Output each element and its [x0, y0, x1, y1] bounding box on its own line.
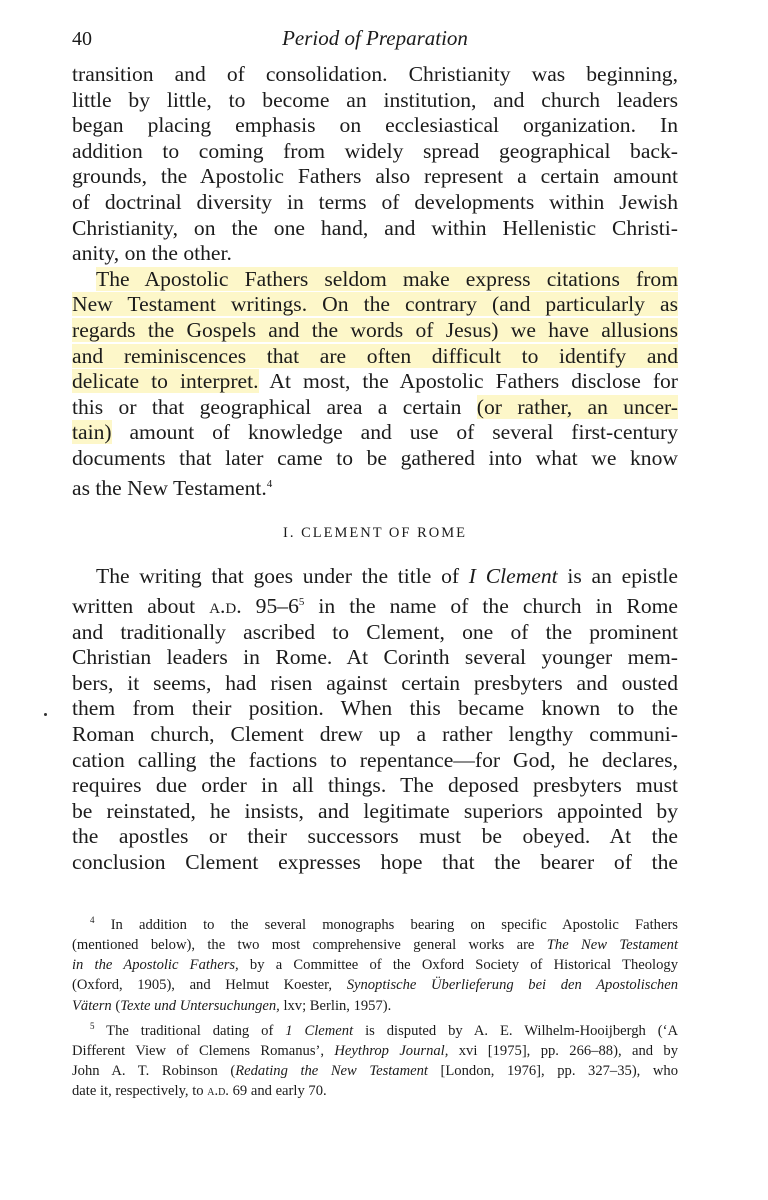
- text-line: the apostles or their successors must be obeyed. At the: [72, 824, 678, 849]
- text-line: conclusion Clement expresses hope that the bearer of the: [72, 850, 678, 874]
- journal-title: Heythrop Journal,: [334, 1042, 449, 1059]
- text-line: anity, on the other.: [72, 241, 232, 266]
- book-title: The New Testament: [546, 937, 678, 954]
- text-line: requires due order in all things. The deposed presbyters must: [72, 773, 678, 798]
- footnote-line: [72, 1061, 678, 1081]
- footnote-4: [72, 910, 678, 1016]
- text-line: grounds, the Apostolic Fathers also represent a certain amount: [72, 164, 678, 189]
- text-line: Christian leaders in Rome. At Corinth several younger mem-: [72, 645, 678, 670]
- text-span: written about: [72, 594, 210, 619]
- era-abbr: a.d.: [207, 1083, 229, 1100]
- book-title: Vätern: [72, 997, 112, 1014]
- text-line: [72, 590, 678, 620]
- text-span: 95–6: [241, 594, 299, 619]
- text-span: by a Committee of the Oxford Society of Historical Theology: [238, 957, 678, 974]
- text-span: amount of knowledge and use of several first-century: [111, 420, 678, 445]
- text-span: The writing that goes under the title of: [96, 564, 469, 589]
- footnotes: [72, 910, 678, 1102]
- margin-speck: [44, 713, 47, 716]
- text-line: be reinstated, he insists, and legitimate superiors appointed by: [72, 798, 678, 823]
- text-span: (Oxford, 1905), and Helmut Koester,: [72, 977, 347, 994]
- text-line: [72, 395, 678, 421]
- highlighted-text: and reminiscences that are often difficult to identify and: [72, 343, 678, 368]
- text-line: [72, 564, 678, 590]
- text-span: At most, the Apostolic Fathers disclose for: [258, 369, 678, 394]
- text-span: lxv; Berlin, 1957).: [279, 997, 392, 1014]
- text-line: bers, it seems, had risen against certain presbyters and ousted: [72, 670, 678, 695]
- text-line: [72, 344, 678, 370]
- text-line: [72, 267, 678, 293]
- text-span: date it, respectively, to: [72, 1083, 208, 1100]
- text-line: them from their position. When this became known to the: [72, 696, 678, 721]
- text-span: xvi [1975], pp. 266–88), and by: [448, 1042, 678, 1059]
- footnote-line: [72, 910, 678, 935]
- text-span: The traditional dating of: [94, 1022, 286, 1039]
- footnote-line: [72, 935, 678, 955]
- book-title: Synoptische Überlieferung bei den Apostolischen: [346, 977, 679, 994]
- text-span: (mentioned below), the two most comprehensive general works are: [72, 937, 547, 954]
- highlighted-text: New Testament writings. On the contrary (and particularly as: [72, 292, 678, 317]
- footnote-line: [72, 1081, 678, 1101]
- text-span: In addition to the several monographs bearing on specific Apostolic Fathers: [94, 916, 678, 933]
- highlighted-text: delicate to interpret.: [72, 369, 259, 394]
- text-span: 69 and early 70.: [228, 1083, 327, 1100]
- page-header: [72, 24, 678, 56]
- text-span: is an epistle: [557, 564, 678, 589]
- text-span: Different View of Clemens Romanus’,: [72, 1042, 335, 1059]
- text-span: [London, 1976], pp. 327–35), who: [427, 1063, 679, 1080]
- section-heading: I. CLEMENT OF ROME: [283, 525, 467, 542]
- footnote-5: [72, 1016, 678, 1102]
- text-line: [72, 472, 678, 502]
- text-line: Roman church, Clement drew up a rather lengthy communi-: [72, 722, 678, 747]
- text-line: documents that later came to be gathered into what we know: [72, 445, 678, 470]
- highlighted-text: The Apostolic Fathers seldom make express citations from: [96, 266, 678, 291]
- footnote-ref-4[interactable]: 4: [266, 477, 273, 490]
- book-title: 1 Clement: [285, 1022, 354, 1039]
- era-abbr: a.d.: [209, 594, 242, 619]
- text-span: is disputed by A. E. Wilhelm-Hooijbergh (‘A: [353, 1022, 678, 1039]
- footnote-line: [72, 1016, 678, 1041]
- page-body: [72, 62, 678, 876]
- highlighted-text: (or rather, an uncer-: [476, 394, 678, 419]
- text-line: cation calling the factions to repentance—for God, he declares,: [72, 747, 678, 772]
- text-line: began placing emphasis on ecclesiastical organization. In: [72, 113, 678, 138]
- paragraph-3: [72, 564, 678, 875]
- running-title: Period of Preparation: [282, 26, 468, 50]
- paragraph-2: [72, 267, 678, 502]
- text-span: (: [111, 997, 121, 1014]
- text-line: of doctrinal diversity in terms of developments within Jewish: [72, 189, 678, 214]
- text-line: transition and of consolidation. Christianity was beginning,: [72, 62, 678, 86]
- text-line: and traditionally ascribed to Clement, one of the prominent: [72, 619, 678, 644]
- footnote-line: [72, 975, 678, 995]
- text-span: this or that geographical area a certain: [72, 394, 477, 419]
- footnote-line: [72, 1041, 678, 1061]
- paragraph-1: [72, 62, 678, 267]
- text-line: Christianity, on the one hand, and within Hellenistic Christi-: [72, 215, 678, 240]
- book-title: Redating the New Testament: [235, 1063, 428, 1080]
- footnote-line: [72, 955, 678, 975]
- text-line: [72, 318, 678, 344]
- highlighted-text: regards the Gospels and the words of Jesus) we have allusions: [72, 317, 678, 342]
- highlighted-text: tain): [72, 420, 112, 445]
- footnote-marker: 5: [90, 1020, 95, 1031]
- text-span: as the New Testament.: [72, 475, 267, 500]
- book-title: in the Apostolic Fathers,: [72, 957, 239, 974]
- text-line: [72, 292, 678, 318]
- text-line: little by little, to become an institution, and church leaders: [72, 87, 678, 112]
- text-line: addition to coming from widely spread geographical back-: [72, 138, 678, 163]
- footnote-ref-5[interactable]: 5: [298, 595, 305, 608]
- book-title: I Clement: [468, 564, 558, 589]
- text-span: John A. T. Robinson (: [72, 1063, 236, 1080]
- footnote-line: [72, 996, 678, 1016]
- page-number: 40: [72, 28, 92, 50]
- footnote-marker: 4: [90, 915, 95, 925]
- text-span: in the name of the church in Rome: [304, 594, 678, 619]
- text-line: [72, 369, 678, 395]
- book-title: Texte und Untersuchungen,: [120, 997, 280, 1014]
- text-line: [72, 420, 678, 446]
